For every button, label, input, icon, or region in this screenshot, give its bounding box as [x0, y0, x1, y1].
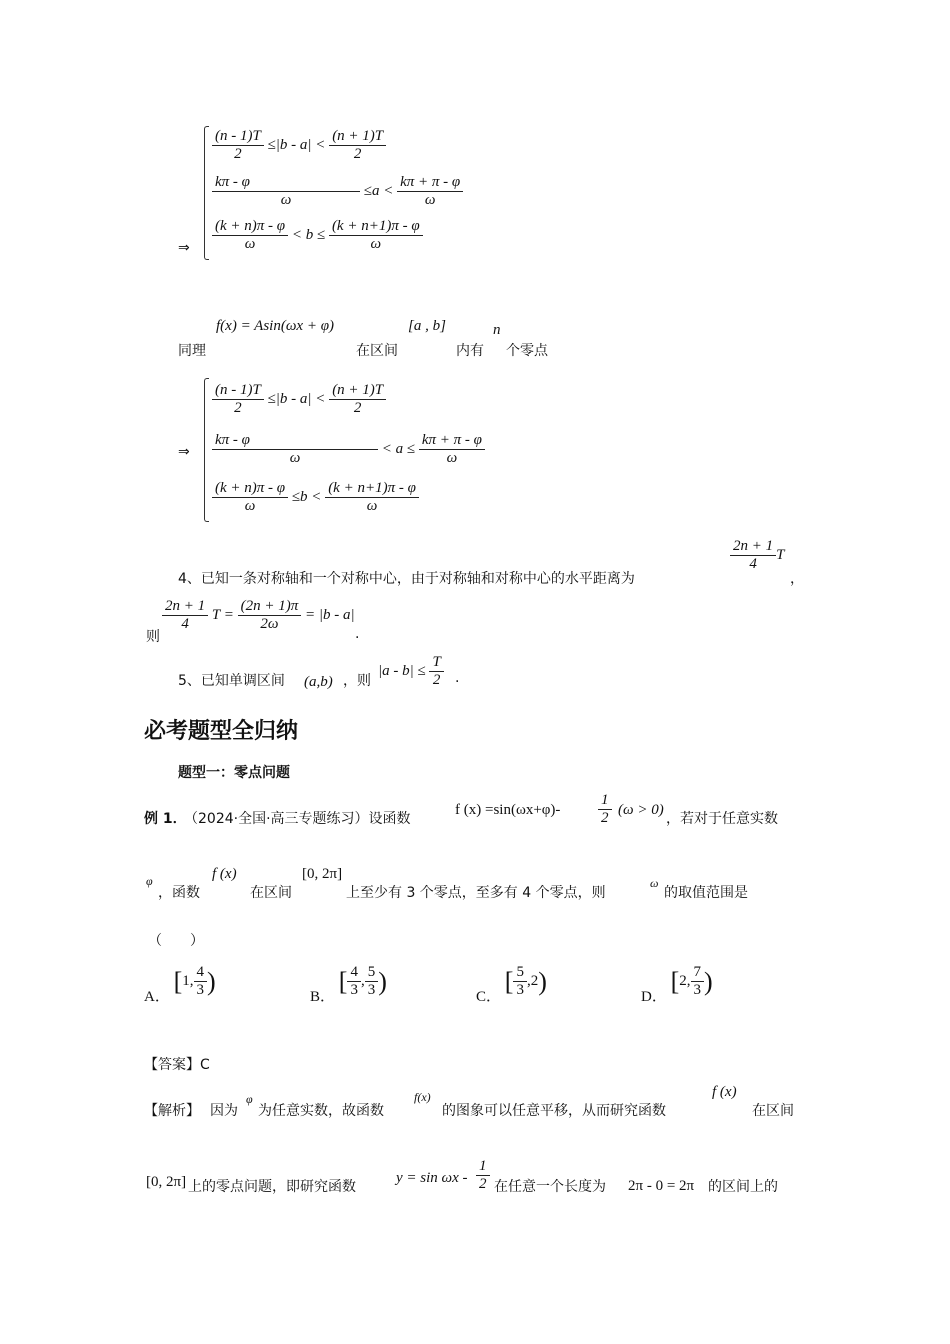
omega-condition: (ω > 0) — [618, 802, 664, 818]
analysis-text: 的图象可以任意平移，从而研究函数 — [442, 1103, 666, 1119]
inequality-row: $\frac{(n - 1)T}{2}$ ≤|b - a| < $\frac{(n + 1)T}{2}$ — [212, 128, 386, 164]
text-has: 内有 — [456, 343, 484, 359]
option-c[interactable]: C． [ $\frac{5}{3}$ ,2) — [476, 964, 547, 1006]
example-function: f (x) =sin(ωx+φ)- — [455, 802, 561, 818]
option-d[interactable]: D． [2, $\frac{7}{3}$ ) — [641, 964, 713, 1006]
item-4-comma: ， — [790, 571, 804, 587]
analysis-label: 【解析】 — [144, 1103, 200, 1119]
interval-expression: [a , b] — [408, 318, 446, 334]
analysis-text: 为任意实数，故函数 — [258, 1103, 384, 1119]
example-label: 例 1． — [144, 811, 187, 827]
phi-symbol: φ — [246, 1092, 253, 1106]
example-source: （2024·全国·高三专题练习）设函数 — [184, 811, 411, 827]
text-in-interval: 在区间 — [356, 343, 398, 359]
answer-parentheses: （ ） — [148, 933, 204, 949]
analysis-text: 的区间上的 — [708, 1179, 778, 1195]
distance-fraction: $\frac{2n + 1}{4}$ T — [730, 538, 784, 574]
option-b[interactable]: B． [ $\frac{4}{3}$ , $\frac{5}{3}$ ) — [310, 964, 387, 1006]
example-text: 在区间 — [250, 885, 292, 901]
fx-symbol: f(x) — [414, 1090, 431, 1104]
n-variable: n — [493, 322, 501, 338]
text-same: 同理 — [178, 343, 206, 359]
answer-label: 【答案】 — [144, 1057, 200, 1073]
item-5-text: 5、已知单调区间 — [178, 673, 285, 689]
text-zeros: 个零点 — [506, 343, 548, 359]
item-4-equation: $\frac{2n + 1}{4}$ T = $\frac{(2n + 1)\pi}{2\omega}$ = |b - a| — [162, 598, 355, 634]
item-5-period: . — [455, 670, 460, 686]
implies-symbol: ⇒ — [178, 240, 190, 256]
implies-symbol: ⇒ — [178, 444, 190, 460]
interval-0-2pi: [0, 2π] — [302, 866, 343, 882]
inequality-row: $\frac{k\pi - \varphi}{\omega}$ < a ≤ $\frac{k\pi + \pi - \varphi}{\omega}$ — [212, 432, 485, 468]
then-label: 则 — [146, 629, 160, 645]
example-text: 的取值范围是 — [664, 885, 748, 901]
subsection-title: 题型一：零点问题 — [178, 765, 290, 781]
section-title: 必考题型全归纳 — [144, 719, 299, 744]
example-text: ，若对于任意实数 — [666, 811, 778, 827]
length-expression: 2π - 0 = 2π — [628, 1178, 695, 1194]
phi-symbol: φ — [146, 874, 153, 888]
omega-symbol: ω — [650, 876, 659, 890]
left-brace — [204, 126, 209, 260]
item-5-inequality: |a - b| ≤ $\frac{T}{2}$ — [378, 654, 444, 690]
inequality-row: $\frac{k\pi - \varphi}{\omega}$ ≤a < $\frac{k\pi + \pi - \varphi}{\omega}$ — [212, 174, 463, 210]
interval-0-2pi: [0, 2π] — [146, 1174, 187, 1190]
fx-symbol: f (x) — [212, 866, 237, 882]
example-text: 上至少有 3 个零点，至多有 4 个零点，则 — [346, 885, 606, 901]
half-fraction: $\frac{1}{2}$ — [598, 792, 612, 828]
fx-symbol: f (x) — [712, 1084, 737, 1100]
function-expression: f(x) = Asin(ωx + φ) — [216, 318, 334, 334]
item-4-text: 4、已知一条对称轴和一个对称中心，由于对称轴和对称中心的水平距离为 — [178, 571, 635, 587]
y-function: y = sin ωx - — [396, 1170, 468, 1186]
analysis-text: 上的零点问题，即研究函数 — [188, 1179, 356, 1195]
analysis-text: 因为 — [210, 1103, 238, 1119]
half-fraction: $\frac{1}{2}$ — [476, 1158, 490, 1194]
answer-line — [144, 1054, 210, 1074]
option-a[interactable]: A． [1, $\frac{4}{3}$ ) — [144, 964, 216, 1006]
item-5-then: ，则 — [343, 673, 371, 689]
inequality-row: $\frac{(n - 1)T}{2}$ ≤|b - a| < $\frac{(n + 1)T}{2}$ — [212, 382, 386, 418]
monotone-interval: (a,b) — [304, 674, 333, 690]
analysis-text: 在任意一个长度为 — [494, 1179, 606, 1195]
item-4-period: . — [355, 626, 360, 642]
inequality-row: $\frac{(k + n)\pi - \varphi}{\omega}$ < b ≤ $\frac{(k + n+1)\pi - \varphi}{\omega}$ — [212, 218, 423, 254]
left-brace — [204, 378, 209, 522]
inequality-row: $\frac{(k + n)\pi - \varphi}{\omega}$ ≤b < $\frac{(k + n+1)\pi - \varphi}{\omega}$ — [212, 480, 419, 516]
analysis-text: 在区间 — [752, 1103, 794, 1119]
example-text: ，函数 — [158, 885, 200, 901]
answer-value: C — [200, 1057, 210, 1073]
